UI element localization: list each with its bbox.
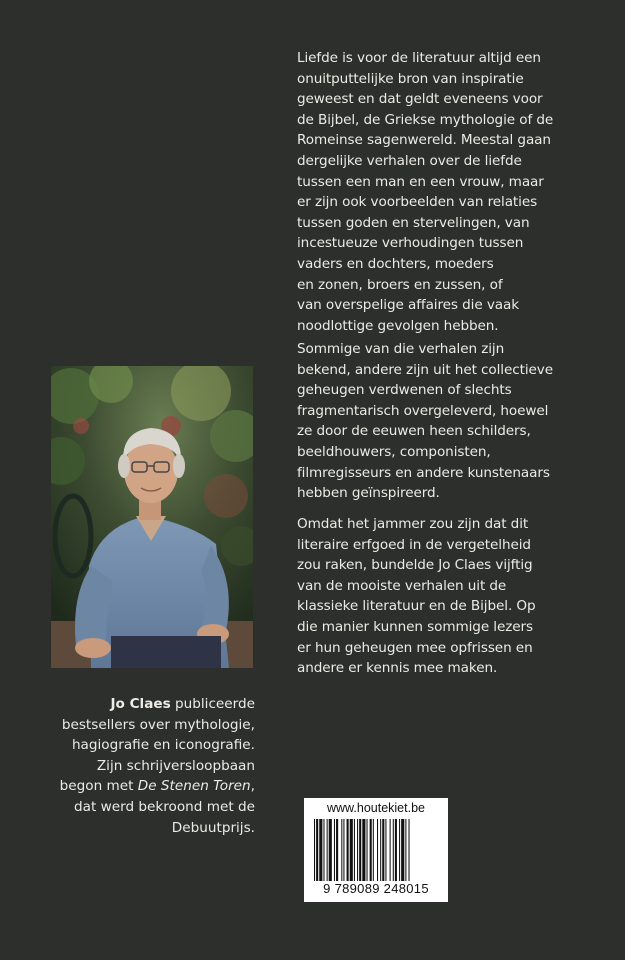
- barcode-bar: [401, 819, 404, 881]
- text-line: geweest en dat geldt eveneens voor: [297, 91, 543, 108]
- publisher-url: www.houtekiet.be: [327, 801, 425, 815]
- text-line: die manier kunnen sommige lezers: [297, 618, 534, 635]
- barcode-bar: [385, 819, 386, 881]
- barcode-bar: [357, 819, 358, 881]
- barcode-bar: [327, 819, 328, 881]
- barcode-bar: [329, 819, 332, 881]
- barcode-bar: [362, 819, 365, 881]
- text-line: Sommige van die verhalen zijn: [297, 341, 505, 357]
- blurb-paragraph-3: [297, 514, 609, 679]
- text-line: van overspelige affaires die vaak: [297, 297, 519, 314]
- text-line: Liefde is voor de literatuur altijd een: [297, 50, 541, 66]
- text-line: noodlottige gevolgen hebben.: [297, 317, 499, 334]
- author-photo: [51, 366, 253, 668]
- barcode-bar: [347, 819, 349, 881]
- text-line: literaire erfgoed in de vergetelheid: [297, 536, 531, 553]
- author-name: Jo Claes: [110, 696, 171, 712]
- book-title: De Stenen Toren: [137, 778, 251, 795]
- bio-line: hagiografie en iconografie.: [71, 737, 255, 754]
- barcode-bar: [395, 819, 397, 881]
- barcode-bar: [316, 819, 318, 881]
- text-line: onuitputtelijke bron van inspiratie: [297, 70, 524, 87]
- blurb-paragraph-2: [297, 339, 609, 504]
- barcode-icon: [312, 819, 440, 881]
- text-line: de Bijbel, de Griekse mythologie of de: [297, 111, 554, 128]
- barcode-bar: [323, 819, 324, 881]
- barcode-bar: [393, 819, 394, 881]
- text-line: ze door de eeuwen heen schilders,: [297, 423, 531, 440]
- barcode-bar: [341, 819, 342, 881]
- bio-line: Jo Claes publiceerde: [110, 696, 255, 712]
- barcode-bar: [336, 819, 338, 881]
- text-line: fragmentarisch overgeleverd, hoewel: [297, 402, 549, 419]
- barcode-bar: [314, 819, 315, 881]
- text-line: klassieke literatuur en de Bijbel. Op: [297, 598, 536, 615]
- barcode-bar: [377, 819, 378, 881]
- barcode-label: [304, 798, 448, 902]
- author-bio: [48, 694, 255, 838]
- barcode-bar: [343, 819, 344, 881]
- text-line: filmregisseurs en andere kunstenaars: [297, 464, 550, 481]
- barcode-bar: [350, 819, 353, 881]
- barcode-bar: [367, 819, 368, 881]
- text-line: er hun geheugen mee opfrissen en: [297, 639, 533, 656]
- text-line: bekend, andere zijn uit het collectieve: [297, 361, 554, 378]
- barcode-bar: [370, 819, 372, 881]
- bio-line: begon met De Stenen Toren,: [59, 778, 255, 795]
- text-line: tussen een man en een vrouw, maar: [297, 173, 544, 190]
- author-portrait-illustration: [51, 366, 253, 668]
- text-line: van de mooiste verhalen uit de: [297, 577, 507, 594]
- isbn-number: 9 789089 248015: [323, 881, 429, 896]
- barcode-bar: [319, 819, 322, 881]
- barcode-bar: [380, 819, 381, 881]
- text-line: zou raken, bundelde Jo Claes vijftig: [297, 557, 533, 574]
- barcode-bar: [390, 819, 391, 881]
- bio-line: Debuutprijs.: [171, 819, 255, 836]
- barcode-bar: [359, 819, 361, 881]
- text-line: beeldhouwers, componisten,: [297, 443, 491, 460]
- barcode-bar: [334, 819, 335, 881]
- text-line: er zijn ook voorbeelden van relaties: [297, 194, 538, 211]
- text-line: andere er kennis mee maken.: [297, 660, 498, 677]
- text-line: Romeinse sagenwereld. Meestal gaan: [297, 132, 551, 149]
- barcode-bar: [409, 819, 410, 881]
- text-line: hebben geïnspireerd.: [297, 485, 440, 502]
- text-line: Omdat het jammer zou zijn dat dit: [297, 516, 529, 532]
- bio-line: bestsellers over mythologie,: [61, 716, 255, 733]
- text-line: dergelijke verhalen over de liefde: [297, 152, 522, 169]
- bio-line: dat werd bekroond met de: [74, 798, 255, 815]
- text-line: incestueuze verhoudingen tussen: [297, 235, 524, 252]
- barcode-bar: [405, 819, 406, 881]
- barcode-bar: [382, 819, 384, 881]
- bio-line: Zijn schrijversloopbaan: [96, 757, 255, 774]
- blurb-paragraph-1: [297, 48, 609, 336]
- barcode-bar: [354, 819, 355, 881]
- text-line: tussen goden en stervelingen, van: [297, 214, 530, 231]
- text-line: geheugen verdwenen of slechts: [297, 382, 512, 399]
- barcode-bar: [399, 819, 400, 881]
- text-line: vaders en dochters, moeders: [297, 255, 494, 272]
- barcode-bar: [373, 819, 374, 881]
- text-line: en zonen, broers en zussen, of: [297, 276, 503, 293]
